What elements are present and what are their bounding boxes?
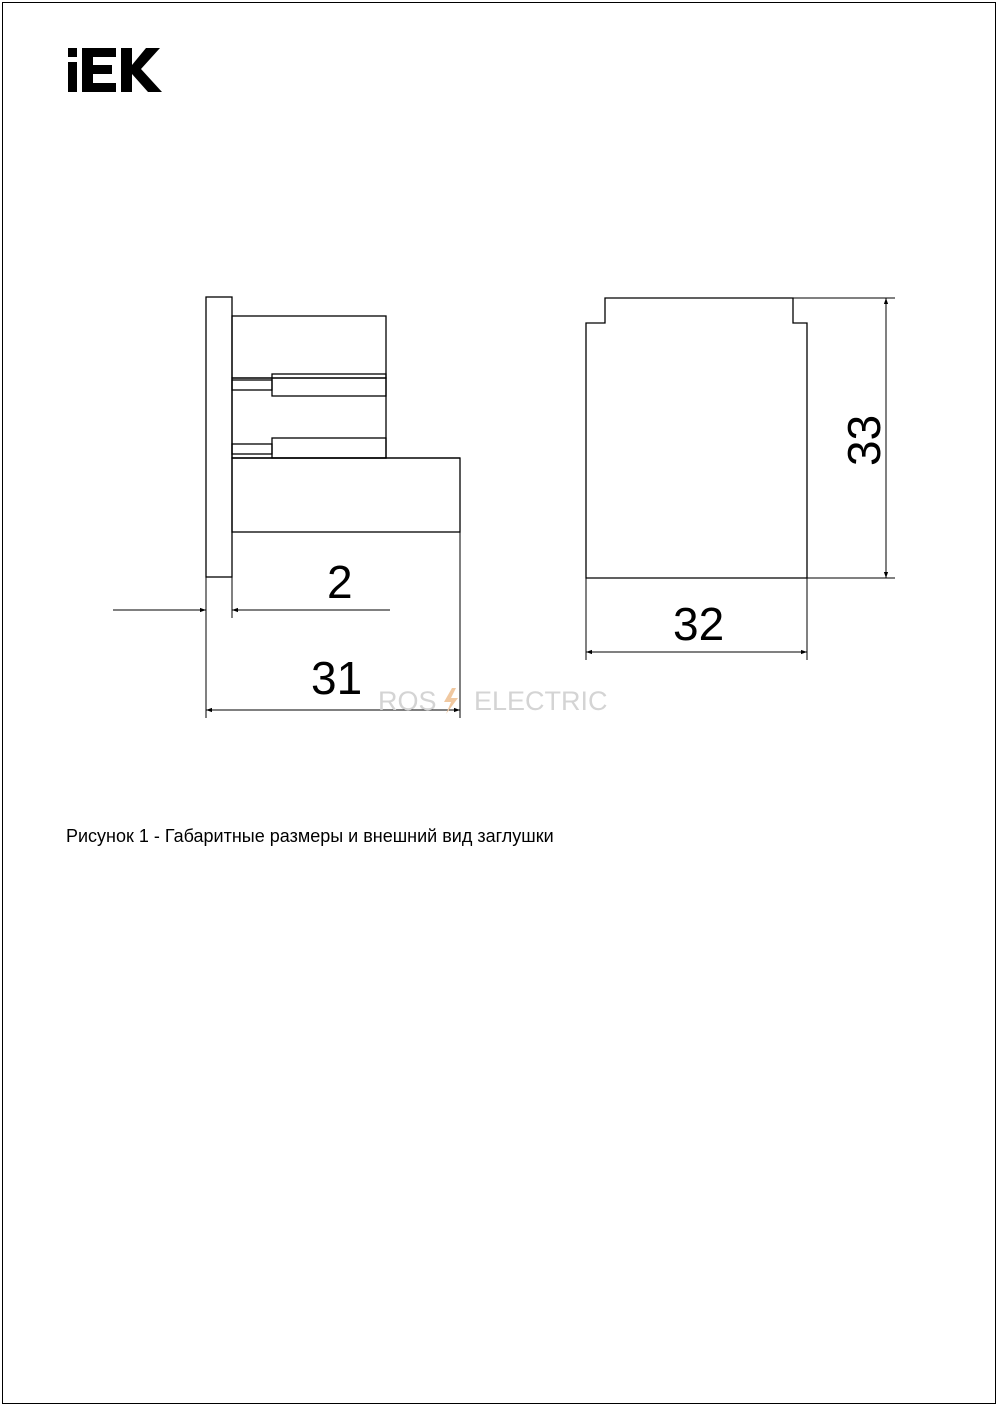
front-view xyxy=(586,298,807,578)
lower-pin-body xyxy=(272,438,386,458)
dimension-label-33: 33 xyxy=(838,414,890,466)
upper-pin xyxy=(232,380,272,390)
side-view xyxy=(206,297,460,577)
lower-pin xyxy=(232,444,272,454)
svg-text:ELECTRIC: ELECTRIC xyxy=(474,686,608,716)
dimension-label-31: 31 xyxy=(311,652,363,704)
end-plate xyxy=(206,297,232,577)
lower-block xyxy=(232,458,460,532)
front-view-outline xyxy=(586,298,807,578)
dimension-label-2: 2 xyxy=(327,556,353,608)
dimension-label-32: 32 xyxy=(673,598,725,650)
upper-pin-body xyxy=(272,374,386,396)
front-view-dimensions xyxy=(586,298,895,660)
watermark xyxy=(378,686,608,716)
top-block xyxy=(232,316,386,378)
svg-text:ROS: ROS xyxy=(378,686,437,716)
figure-caption: Рисунок 1 - Габаритные размеры и внешний вид заглушки xyxy=(66,826,554,846)
